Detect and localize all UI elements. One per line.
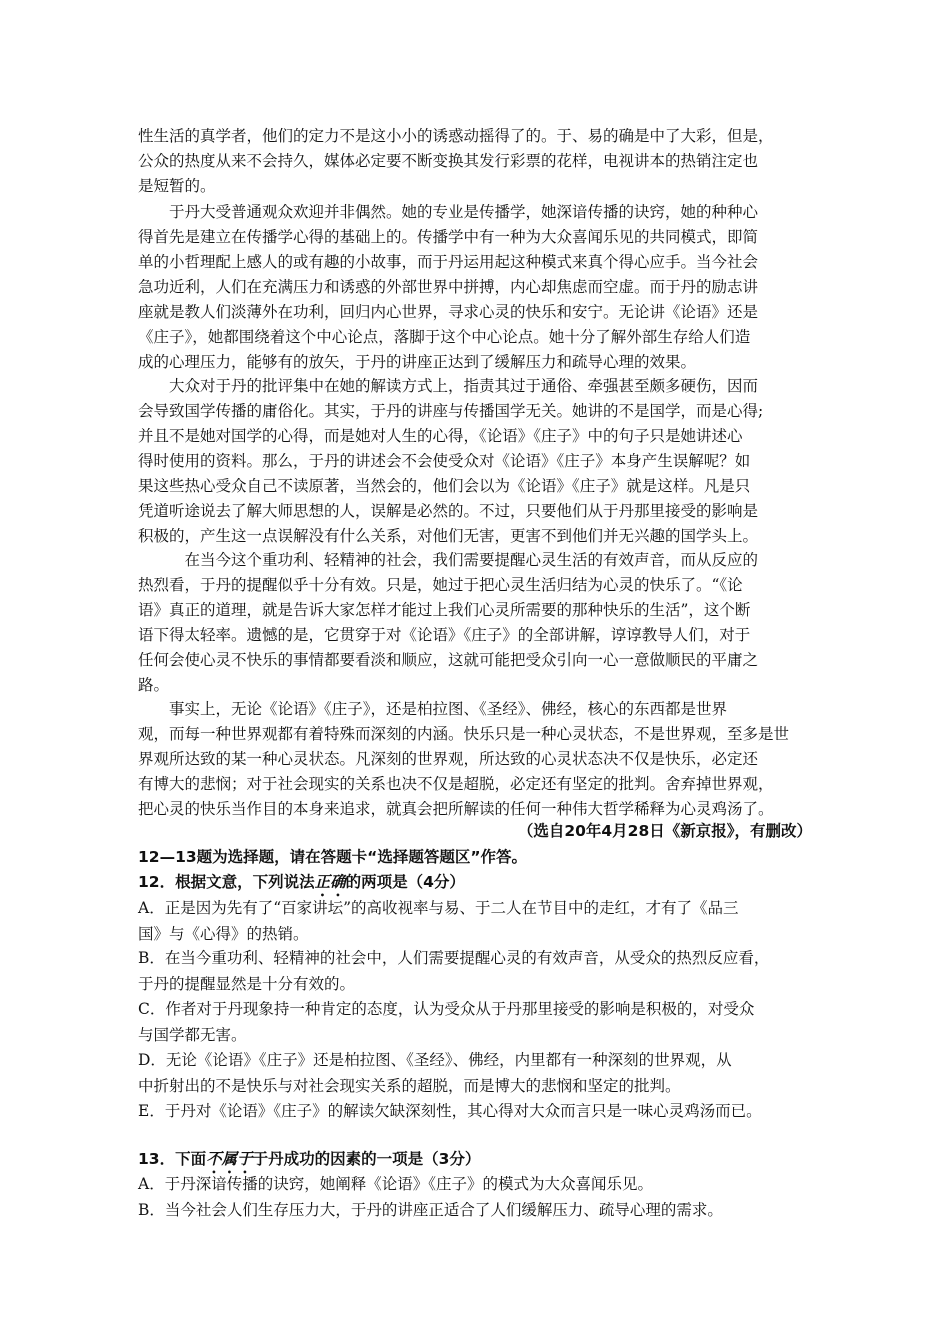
option-line: 于丹的提醒显然是十分有效的。 xyxy=(138,974,356,993)
passage-paragraph-2 xyxy=(138,200,814,375)
text-line: 凭道听途说去了解大师思想的人，误解是必然的。不过，只要他们从于丹那里接受的影响是 xyxy=(138,502,759,520)
text-line: 在当今这个重功利、轻精神的社会，我们需要提醒心灵生活的有效声音，而从反应的 xyxy=(138,551,759,569)
question-13-emphasis: 不属于 xyxy=(206,1150,253,1168)
text-line: 大众对于丹的批评集中在她的解读方式上，指责其过于通俗、牵强甚至颇多硬伤，因而 xyxy=(138,377,759,395)
text-line: 性生活的真学者，他们的定力不是这小小的诱惑动摇得了的。于、易的确是中了大彩，但是， xyxy=(138,127,774,145)
instructions: 12—13题为选择题，请在答题卡“选择题答题区”作答。 xyxy=(138,848,528,866)
option-line: B．在当今重功利、轻精神的社会中，人们需要提醒心灵的有效声音，从受众的热烈反应看， xyxy=(138,949,770,967)
question-13-suffix: 于丹成功的因素的一项是（3分） xyxy=(252,1150,481,1168)
text-line: 语》真正的道理，就是告诉大家怎样才能过上我们心灵所需要的那种快乐的生活”，这个断 xyxy=(138,601,751,619)
question-12-emphasis: 正确 xyxy=(314,873,346,891)
question-12-suffix: 的两项是（4分） xyxy=(345,873,465,891)
text-line: 热烈看，于丹的提醒似乎十分有效。只是，她过于把心灵生活归结为心灵的快乐了。“《论 xyxy=(138,576,743,594)
question-13-option-a xyxy=(138,1172,818,1198)
option-line: 中折射出的不是快乐与对社会现实关系的超脱，而是博大的悲悯和坚定的批判。 xyxy=(138,1076,681,1095)
text-line: 公众的热度从来不会持久，媒体必定要不断变换其发行彩票的花样，电视讲本的热销注定也 xyxy=(138,152,759,170)
text-line: 会导致国学传播的庸俗化。其实，于丹的讲座与传播国学无关。她讲的不是国学，而是心得; xyxy=(138,402,764,420)
question-13-option-b xyxy=(138,1198,818,1224)
text-line: 得时使用的资料。那么，于丹的讲述会不会使受众对《论语》《庄子》本身产生误解呢？如 xyxy=(138,452,751,470)
text-line: 并且不是她对国学的心得，而是她对人生的心得，《论语》《庄子》中的句子只是她讲述心 xyxy=(138,427,743,445)
passage-paragraph-3 xyxy=(138,374,814,549)
text-line: 有博大的悲悯；对于社会现实的关系也决不仅是超脱，必定还有坚定的批判。舍弃掉世界观， xyxy=(138,775,774,793)
text-line: 任何会使心灵不快乐的事情都要看淡和顺应，这就可能把受众引向一心一意做顺民的平庸之 xyxy=(138,651,759,669)
text-line: 座就是教人们淡薄外在功利，回归内心世界，寻求心灵的快乐和安宁。无论讲《论语》还是 xyxy=(138,303,759,321)
option-line: A．于丹深谙传播的诀窍，她阐释《论语》《庄子》的模式为大众喜闻乐见。 xyxy=(138,1175,653,1193)
text-line: 积极的，产生这一点误解没有什么关系，对他们无害，更害不到他们并无兴趣的国学头上。 xyxy=(138,527,759,545)
source-citation: （选自20年4月28日《新京报》，有删改） xyxy=(517,822,812,840)
text-line: 急功近利，人们在充满压力和诱惑的外部世界中拼搏，内心却焦虑而空虚。而于丹的励志讲 xyxy=(138,278,759,296)
text-line: 路。 xyxy=(138,676,170,694)
option-line: B．当今社会人们生存压力大，于丹的讲座正适合了人们缓解压力、疏导心理的需求。 xyxy=(138,1201,723,1219)
question-12-option-a xyxy=(138,896,818,947)
text-line: 把心灵的快乐当作目的本身来追求，就真会把所解读的任何一种伟大哲学稀释为心灵鸡汤了。 xyxy=(138,800,774,818)
passage-paragraph-1 xyxy=(138,124,814,199)
text-line: 成的心理压力，能够有的放矢，于丹的讲座正达到了缓解压力和疏导心理的效果。 xyxy=(138,353,697,371)
text-line: 界观所达致的某一种心灵状态。凡深刻的世界观，所达致的心灵状态决不仅是快乐，必定还 xyxy=(138,750,759,768)
text-line: 《庄子》，她都围绕着这个中心论点，落脚于这个中心论点。她十分了解外部生存给人们造 xyxy=(138,328,751,346)
passage-paragraph-5 xyxy=(138,697,814,822)
text-line: 果这些热心受众自己不读原著，当然会的，他们会以为《论语》《庄子》就是这样。凡是只 xyxy=(138,477,751,495)
option-line: 与国学都无害。 xyxy=(138,1025,247,1044)
option-line: C．作者对于丹现象持一种肯定的态度，认为受众从于丹那里接受的影响是积极的，对受众 xyxy=(138,1000,755,1018)
text-line: 得首先是建立在传播学心得的基础上的。传播学中有一种为大众喜闻乐见的共同模式，即简 xyxy=(138,228,759,246)
option-line: E．于丹对《论语》《庄子》的解读欠缺深刻性，其心得对大众而言只是一味心灵鸡汤而已。 xyxy=(138,1102,762,1120)
text-line: 于丹大受普通观众欢迎并非偶然。她的专业是传播学，她深谙传播的诀窍，她的种种心 xyxy=(138,203,759,221)
text-line: 语下得太轻率。遗憾的是，它贯穿于对《论语》《庄子》的全部讲解，谆谆教导人们，对于 xyxy=(138,626,751,644)
option-line: D．无论《论语》《庄子》还是柏拉图、《圣经》、佛经，内里都有一种深刻的世界观，从 xyxy=(138,1051,732,1069)
passage-paragraph-4 xyxy=(138,548,814,698)
text-line: 是短暂的。 xyxy=(138,177,216,195)
question-12-option-c xyxy=(138,997,818,1048)
text-line: 观，而每一种世界观都有着特殊而深刻的内涵。快乐只是一种心灵状态，不是世界观，至多是世 xyxy=(138,725,790,743)
question-12-option-d xyxy=(138,1048,818,1099)
question-12-prefix: 12．根据文意，下列说法 xyxy=(138,873,315,891)
option-line: A．正是因为先有了“百家讲坛”的高收视率与易、于二人在节目中的走红，才有了《品三 xyxy=(138,899,739,917)
text-line: 事实上，无论《论语》《庄子》，还是柏拉图、《圣经》、佛经，核心的东西都是世界 xyxy=(138,700,728,718)
question-12-option-b xyxy=(138,946,818,997)
text-line: 单的小哲理配上感人的或有趣的小故事，而于丹运用起这种模式来真个得心应手。当今社会 xyxy=(138,253,759,271)
option-line: 国》与《心得》的热销。 xyxy=(138,924,309,943)
question-12-option-e xyxy=(138,1099,818,1125)
question-13-prefix: 13．下面 xyxy=(138,1150,207,1168)
